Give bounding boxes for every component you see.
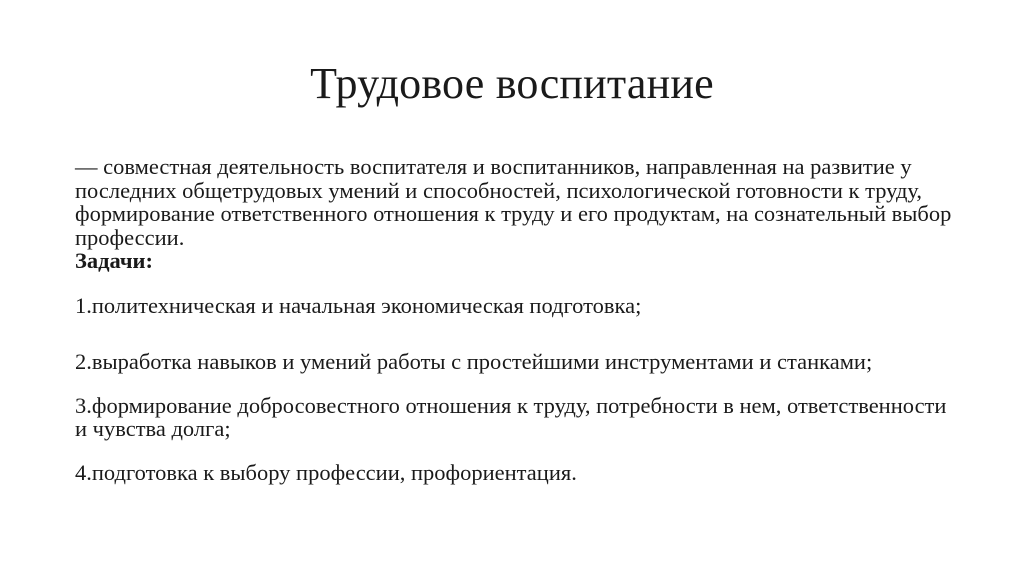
slide-body (75, 155, 955, 484)
tasks-heading: Задачи: (75, 248, 154, 273)
task-item: 1.политехническая и начальная экономическая подготовка; (75, 292, 642, 318)
slide-title: Трудовое воспитание (310, 59, 714, 108)
task-item: 4.подготовка к выбору профессии, профориентация. (75, 459, 577, 485)
task-item: 3.формирование добросовестного отношения к труду, потребности в нем, ответственности и чувства долга; (75, 392, 947, 441)
definition-paragraph: — совместная деятельность воспитателя и воспитанников, направленная на развитие у последних общетрудовых умений и способностей, психологической готовности к труду, формирование ответственного отношения к труду и его продуктам, на сознательный выбор профессии. (75, 154, 952, 250)
task-item: 2.выработка навыков и умений работы с простейшими инструментами и станками; (75, 349, 873, 374)
